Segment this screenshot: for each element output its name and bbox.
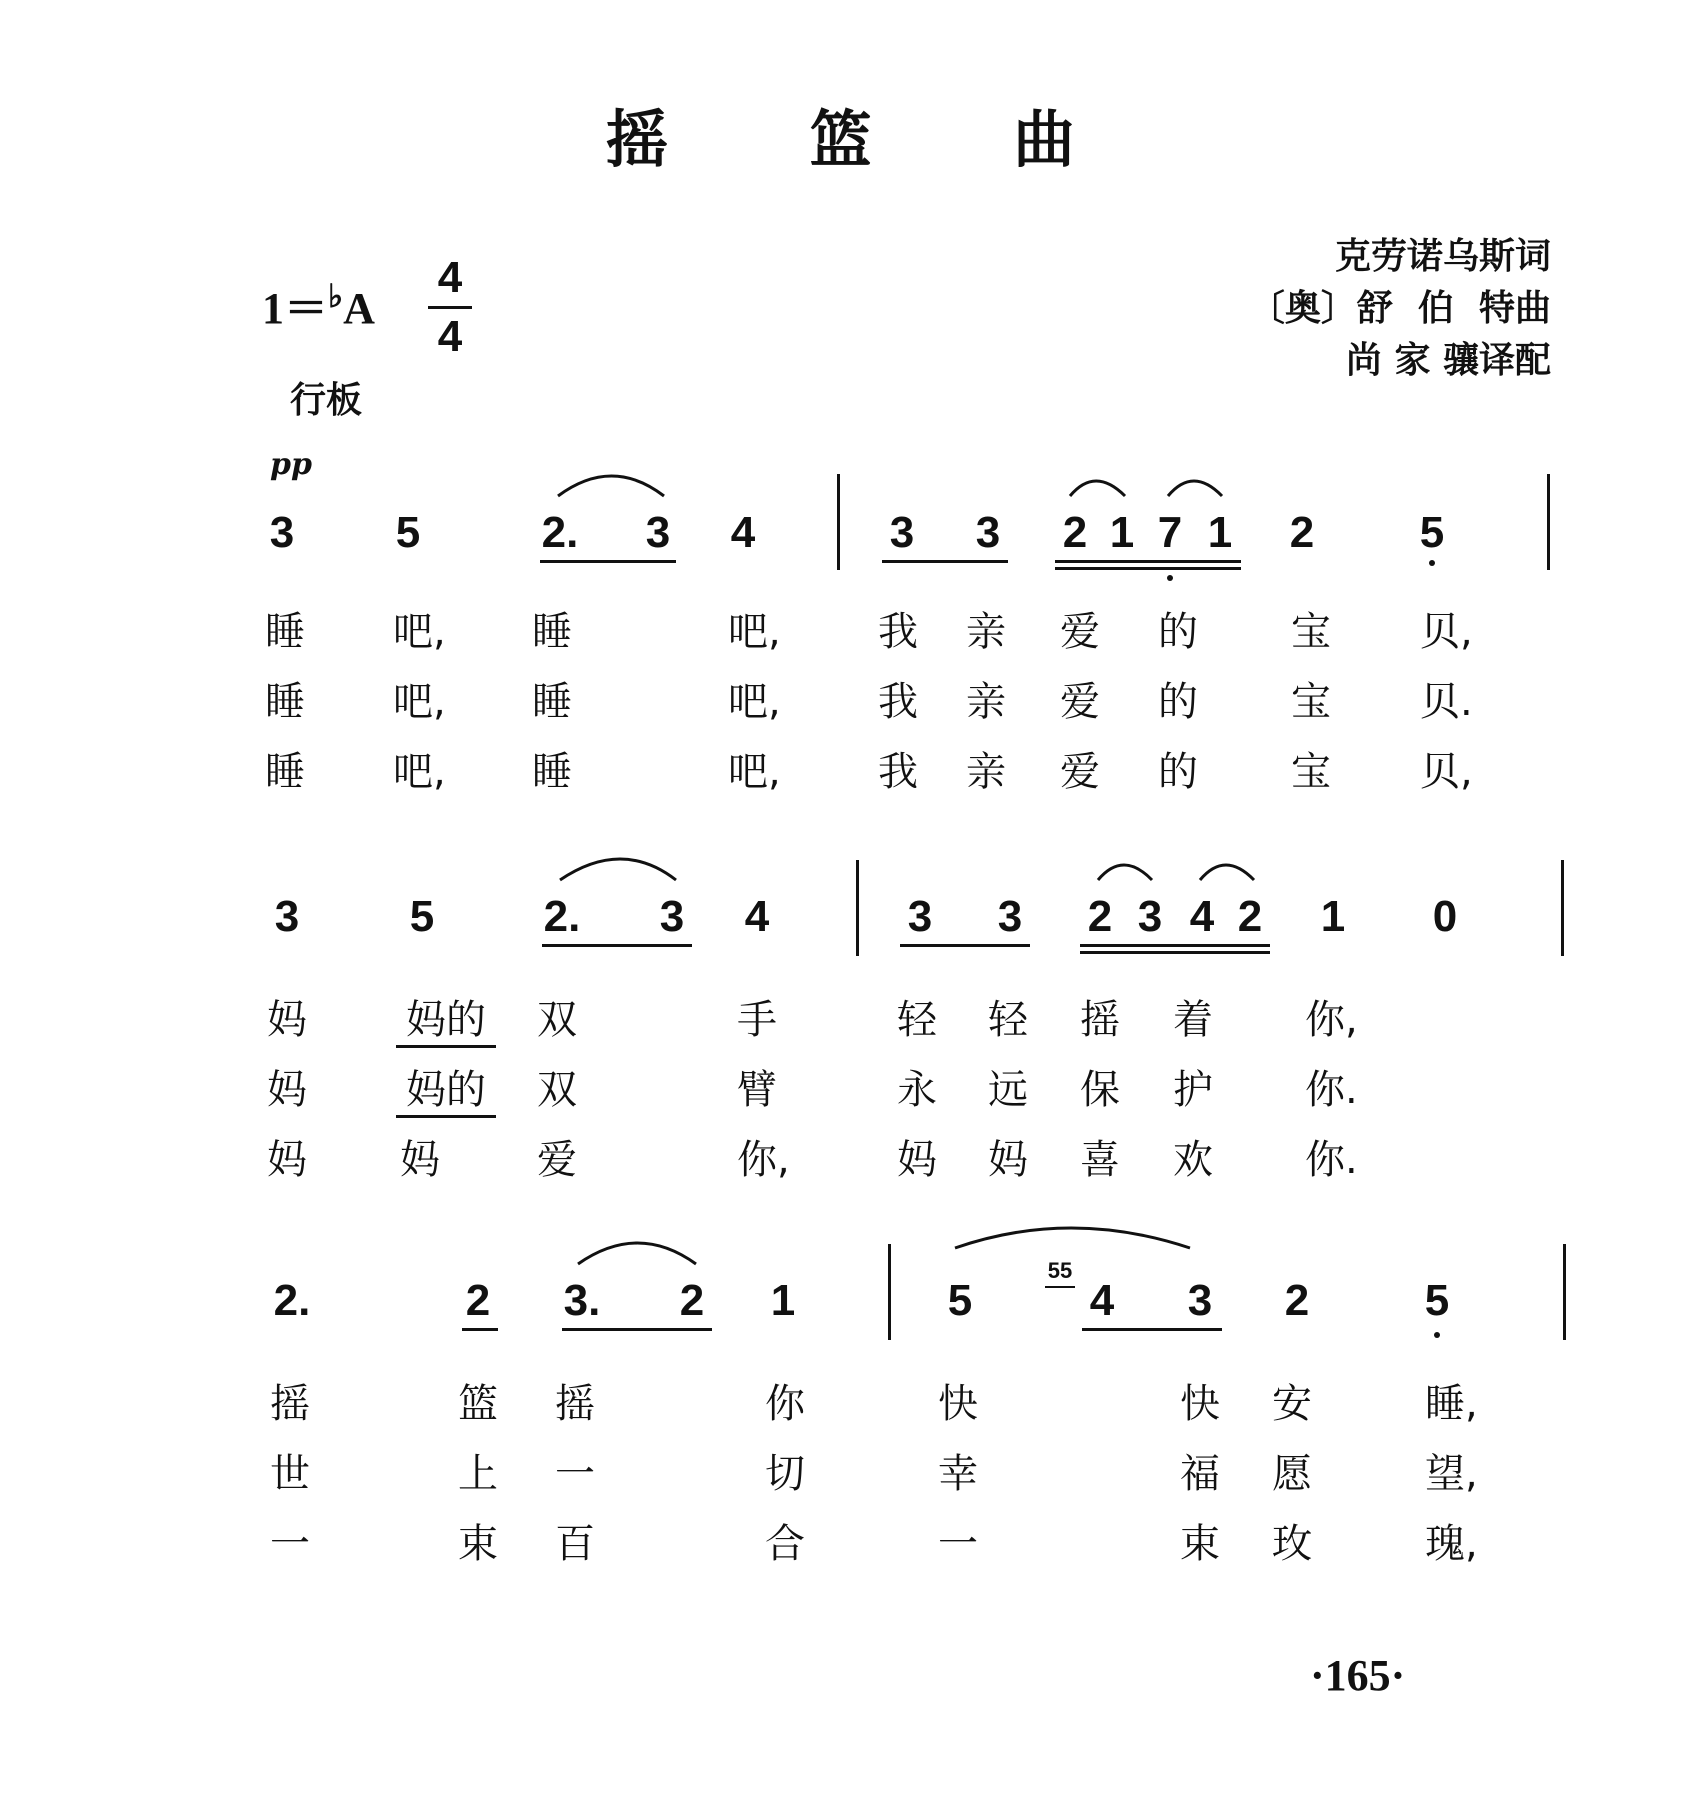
lyric: 摇 [1080,997,1120,1043]
lyric: 亲 [966,749,1006,795]
lyric: 轻 [897,997,937,1043]
lyric: 束 [458,1521,498,1567]
lyric: 睡 [265,749,305,795]
lyric: 远 [988,1067,1028,1113]
page-number: ·165· [1310,1651,1406,1700]
note: 3 [1137,892,1163,941]
lyric: 着 [1173,997,1213,1043]
lyric: 永 [897,1067,937,1113]
slur [558,476,664,496]
note: 4 [1189,892,1215,941]
lyric: 摇 [270,1381,310,1427]
lyric: 贝. [1420,679,1473,725]
lyric: 爱 [537,1137,577,1183]
lyric: 妈 [400,1137,440,1183]
note: 5 [947,1276,973,1325]
lyric: 贝, [1420,609,1473,655]
lyric: 你 [765,1381,805,1427]
lyric: 百 [555,1521,595,1567]
lyric: 睡 [265,679,305,725]
note: 4 [730,508,756,557]
slur [1200,865,1254,880]
note: 4 [1089,1276,1115,1325]
lyric: 吧, [393,679,446,725]
flat-sign: ♭ [328,278,344,314]
note: 2 [1062,508,1088,557]
lyric: 手 [737,997,777,1043]
lyricist-credit: 克劳诺乌斯词 [1334,235,1551,277]
lyric: 一 [555,1451,595,1497]
lyric: 上 [458,1451,498,1497]
note: 3 [269,508,295,557]
note: 2 [1284,1276,1310,1325]
lyric: 妈 [267,1067,307,1113]
lyric: 你. [1305,1137,1358,1183]
lyric: 妈的 [396,1058,496,1118]
lyric: 快 [938,1381,978,1427]
note: 3 [907,892,933,941]
lyric: 的 [1158,679,1198,725]
lyric: 妈 [267,997,307,1043]
lyric: 睡 [532,609,572,655]
lyric: 一 [270,1521,310,1567]
note: 1 [1207,508,1233,557]
lyric: 睡 [532,679,572,725]
note: 5 [395,508,421,557]
lyric: 世 [270,1451,310,1497]
dynamic-marking: pp [270,447,312,482]
lyric: 我 [878,749,918,795]
lyric: 的 [1158,749,1198,795]
note: 3 [645,508,671,557]
lyric: 宝 [1291,679,1331,725]
lyric: 篮 [458,1381,498,1427]
slur [1098,865,1152,880]
lyric: 亲 [966,679,1006,725]
lyric: 喜 [1080,1137,1120,1183]
slur [955,1228,1190,1248]
lyric: 睡 [265,609,305,655]
lyric: 双 [537,997,577,1043]
note: 5 [1424,1276,1450,1325]
note: 2. [541,508,579,557]
lyric: 宝 [1291,749,1331,795]
lyric: 臂 [737,1067,777,1113]
lyric: 吧, [728,609,781,655]
lyric: 愿 [1272,1451,1312,1497]
note: 1 [770,1276,796,1325]
lyric: 我 [878,609,918,655]
lyric: 双 [537,1067,577,1113]
lyric: 轻 [988,997,1028,1043]
lyric: 妈 [267,1137,307,1183]
lyric: 摇 [555,1381,595,1427]
slur [1070,481,1125,496]
note: 2 [465,1276,491,1325]
lyric: 吧, [728,749,781,795]
time-signature-top: 4 [437,253,463,302]
lyric: 幸 [938,1451,978,1497]
note: 2. [543,892,581,941]
time-signature-bottom: 4 [437,312,463,361]
note: 4 [744,892,770,941]
lyric: 一 [938,1521,978,1567]
grace-notes: 55 [1047,1258,1073,1283]
slur [1168,481,1222,496]
lyric: 你, [737,1137,790,1183]
lyric: 束 [1180,1521,1220,1567]
composer-credit: 〔奥〕舒 伯 特曲 [1248,287,1551,329]
note: 2 [1289,508,1315,557]
lyric: 妈 [897,1137,937,1183]
lyric: 你. [1305,1067,1358,1113]
key-prefix: 1＝ [262,284,328,333]
lyric: 切 [765,1451,805,1497]
note: 7 [1157,508,1183,557]
lyric: 吧, [393,749,446,795]
note: 1 [1320,892,1346,941]
lyric: 福 [1180,1451,1220,1497]
note: 3 [1187,1276,1213,1325]
lyric: 望, [1425,1451,1478,1497]
note: 5 [1419,508,1445,557]
lyric: 贝, [1420,749,1473,795]
note: 5 [409,892,435,941]
lyric: 亲 [966,609,1006,655]
note: 2 [679,1276,705,1325]
lyric: 吧, [393,609,446,655]
lyric: 快 [1180,1381,1220,1427]
lyric: 睡, [1425,1381,1478,1427]
slur [578,1243,696,1264]
lyric: 保 [1080,1067,1120,1113]
lyric: 爱 [1060,679,1100,725]
lyric: 妈 [988,1137,1028,1183]
lyric: 瑰, [1425,1521,1478,1567]
lyric: 妈的 [396,988,496,1048]
note: 2 [1087,892,1113,941]
lyric: 安 [1272,1381,1312,1427]
lyric: 玫 [1272,1521,1312,1567]
lyric: 合 [765,1521,805,1567]
translator-credit: 尚 家 骧译配 [1345,339,1551,381]
tempo-marking: 行板 [290,379,363,421]
lyric: 护 [1173,1067,1213,1113]
lyric: 欢 [1173,1137,1213,1183]
note: 3 [889,508,915,557]
lyric: 你, [1305,997,1358,1043]
note: 3 [997,892,1023,941]
note: 1 [1109,508,1135,557]
lyric: 睡 [532,749,572,795]
slur [560,859,676,880]
lyric: 的 [1158,609,1198,655]
song-title: 摇 篮 曲 [605,103,1136,176]
note: 3 [274,892,300,941]
lyric: 爱 [1060,749,1100,795]
note: 2. [273,1276,311,1325]
lyric: 宝 [1291,609,1331,655]
note: 2 [1237,892,1263,941]
key-note: A [343,284,375,333]
note: 3 [975,508,1001,557]
lyric: 爱 [1060,609,1100,655]
lyric: 吧, [728,679,781,725]
note: 3. [563,1276,601,1325]
note: 3 [659,892,685,941]
note: 0 [1432,892,1458,941]
lyric: 我 [878,679,918,725]
